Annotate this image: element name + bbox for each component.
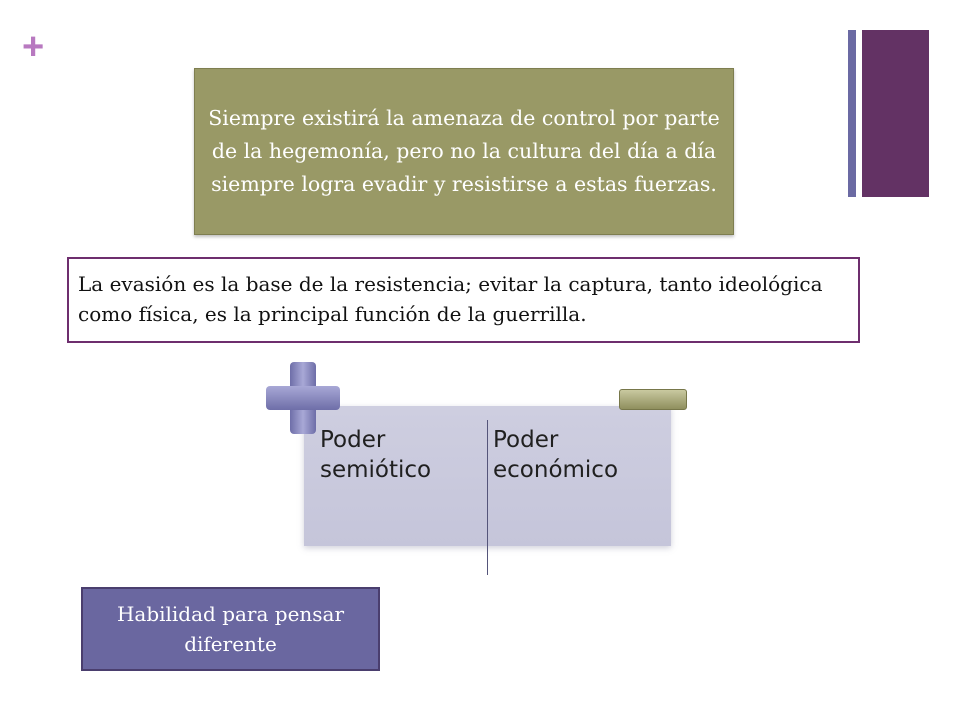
corner-plus-icon: + xyxy=(22,26,45,68)
economic-power-label: Poder económico xyxy=(493,427,619,483)
evasion-quote-text: La evasión es la base de la resistencia; evitar la captura, tanto ideológica como física, es la principal función de la guerrilla. xyxy=(78,272,823,326)
think-different-box xyxy=(81,587,380,671)
minus-icon xyxy=(619,389,687,410)
evasion-quote-box xyxy=(67,257,860,343)
plus-icon-horizontal xyxy=(266,386,340,410)
hegemony-text: Siempre existirá la amenaza de control por parte de la hegemonía, pero no la cultura del día a día siempre logra evadir y resistirse a estas fuerzas. xyxy=(208,106,720,196)
decor-bar-thick xyxy=(862,30,929,197)
semiotic-power-label: Poder semiótico xyxy=(320,427,432,483)
diagram-divider xyxy=(487,420,488,575)
decor-bar-thin xyxy=(848,30,856,197)
think-different-text: Habilidad para pensar diferente xyxy=(116,602,345,656)
hegemony-text-box xyxy=(194,68,734,235)
